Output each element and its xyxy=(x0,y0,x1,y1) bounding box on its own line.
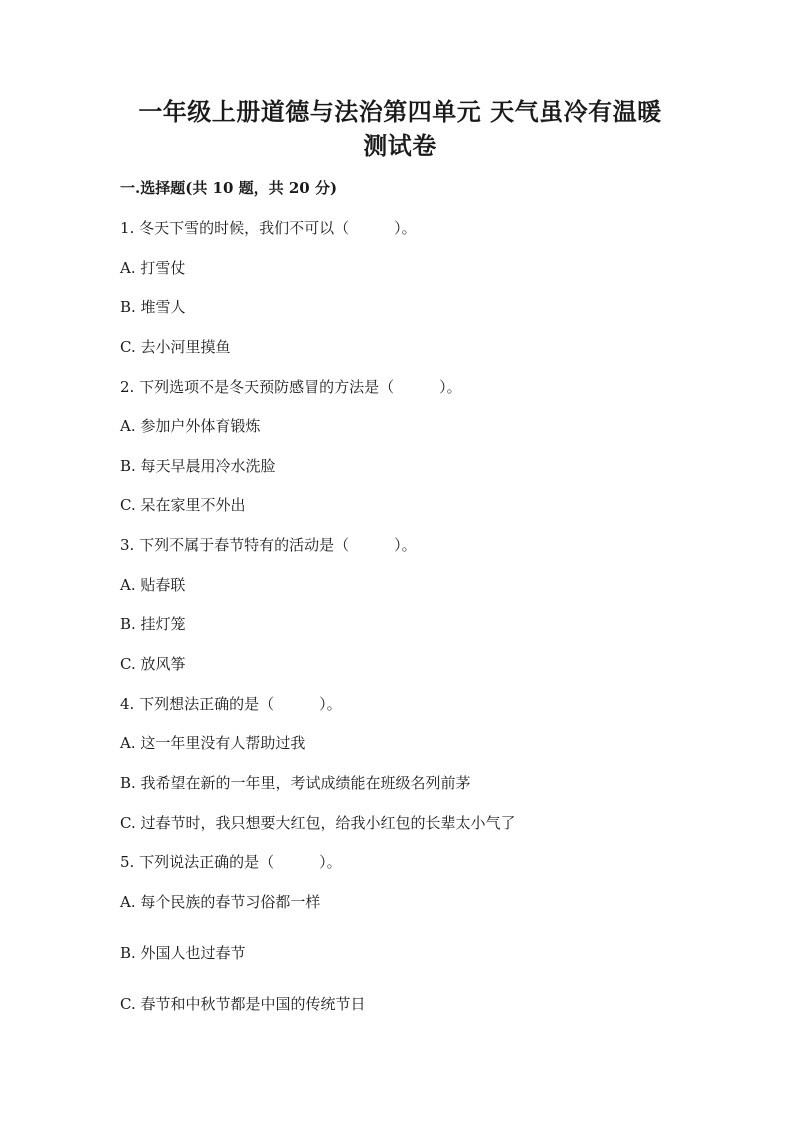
question-4-option-a: A. 这一年里没有人帮助过我 xyxy=(120,734,306,752)
question-2-option-b: B. 每天早晨用冷水洗脸 xyxy=(120,457,276,475)
section-heading: 一.选择题(共 10 题，共 20 分) xyxy=(120,179,338,197)
question-1-stem: 1. 冬天下雪的时候，我们不可以（ ）。 xyxy=(120,219,417,237)
question-3-option-a: A. 贴春联 xyxy=(120,576,186,594)
page-title-line-1: 一年级上册道德与法治第四单元 天气虽冷有温暖 xyxy=(138,97,662,126)
page-title-line-2: 测试卷 xyxy=(363,131,437,160)
question-2-option-c: C. 呆在家里不外出 xyxy=(120,496,246,514)
question-5-option-c: C. 春节和中秋节都是中国的传统节日 xyxy=(120,995,366,1013)
question-5-stem: 5. 下列说法正确的是（ ）。 xyxy=(120,853,342,871)
question-3-option-b: B. 挂灯笼 xyxy=(120,615,186,633)
question-1-option-a: A. 打雪仗 xyxy=(120,259,186,277)
question-3-option-c: C. 放风筝 xyxy=(120,655,186,673)
question-1-option-c: C. 去小河里摸鱼 xyxy=(120,338,231,356)
question-5-option-a: A. 每个民族的春节习俗都一样 xyxy=(120,893,321,911)
question-4-option-c: C. 过春节时，我只想要大红包，给我小红包的长辈太小气了 xyxy=(120,814,516,832)
question-4-stem: 4. 下列想法正确的是（ ）。 xyxy=(120,695,342,713)
question-3-stem: 3. 下列不属于春节特有的活动是（ ）。 xyxy=(120,536,417,554)
question-2-stem: 2. 下列选项不是冬天预防感冒的方法是（ ）。 xyxy=(120,378,462,396)
question-4-option-b: B. 我希望在新的一年里，考试成绩能在班级名列前茅 xyxy=(120,774,471,792)
question-1-option-b: B. 堆雪人 xyxy=(120,298,186,316)
question-5-option-b: B. 外国人也过春节 xyxy=(120,944,246,962)
question-2-option-a: A. 参加户外体育锻炼 xyxy=(120,417,261,435)
